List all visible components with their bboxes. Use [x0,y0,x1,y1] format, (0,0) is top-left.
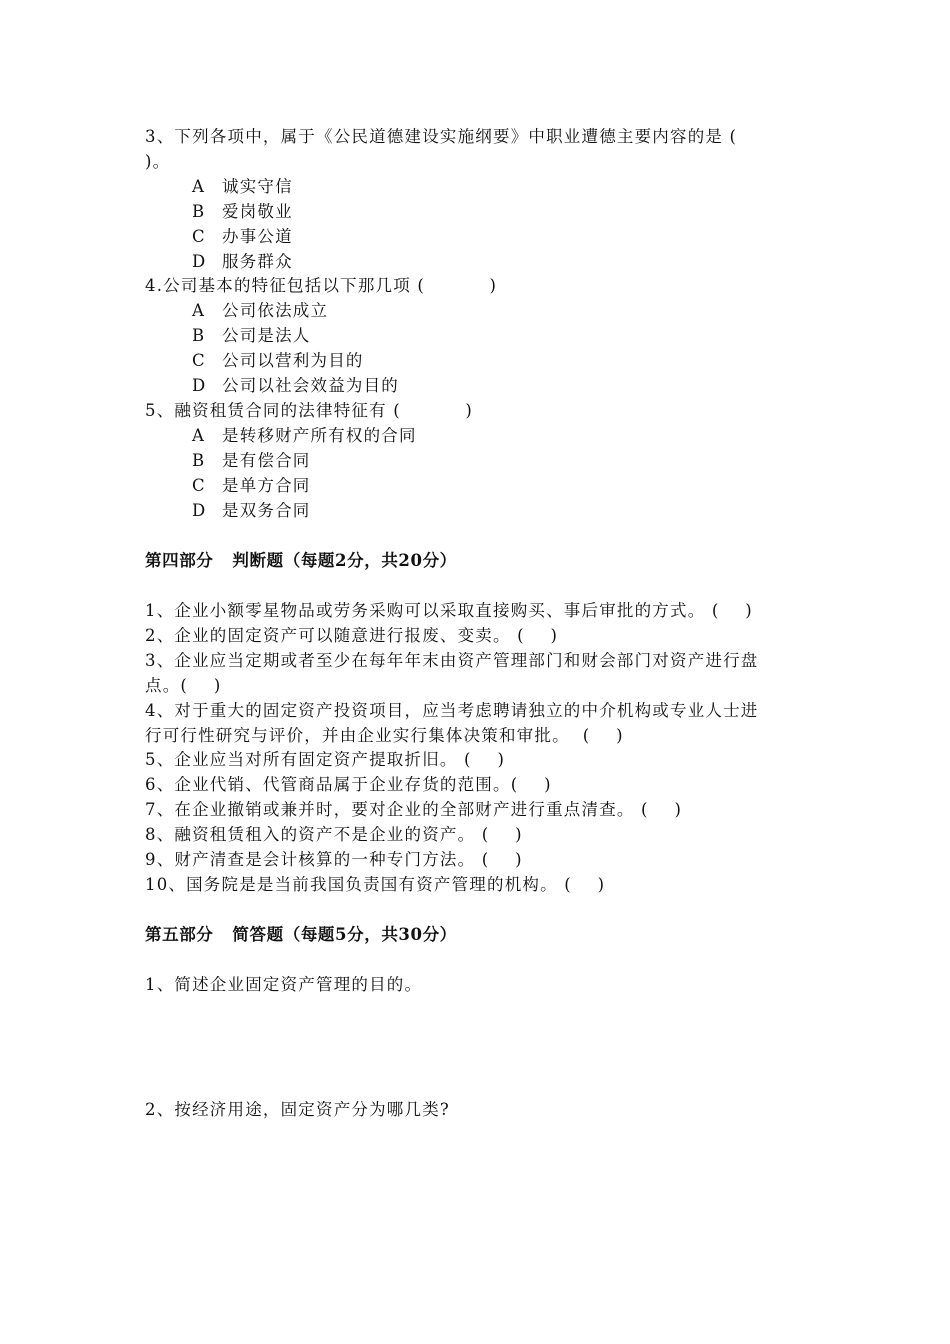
option-text: 公司以营利为目的 [222,351,364,370]
part-4-item-9: 9、财产清查是会计核算的一种专门方法。 ( ) [145,850,523,869]
part-5-heading: 第五部分 简答题（每题5分，共30分） [145,925,457,944]
option-letter: C [192,476,206,495]
option-letter: D [192,252,207,271]
question-3-option-d [192,249,293,274]
part-4-item-7: 7、在企业撤销或兼并时，要对企业的全部财产进行重点清查。 ( ) [145,800,683,819]
option-letter: A [192,426,206,445]
question-4-option-c [192,348,364,373]
option-letter: A [192,301,206,320]
option-letter: C [192,351,206,370]
question-5-option-c [192,473,311,498]
question-3-stem-line1: 3、下列各项中，属于《公民道德建设实施纲要》中职业遭德主要内容的是 ( [145,127,738,146]
question-3-option-b [192,199,293,224]
option-text: 是转移财产所有权的合同 [222,426,417,445]
part-4-item-1: 1、企业小额零星物品或劳务采购可以采取直接购买、事后审批的方式。 ( ) [145,601,753,620]
part-4-item-3-line1: 3、企业应当定期或者至少在每年年末由资产管理部门和财会部门对资产进行盘 [145,651,759,670]
question-3-option-c [192,224,293,249]
question-5-stem: 5、融资租赁合同的法律特征有 ( ) [145,401,473,420]
option-text: 爱岗敬业 [222,202,293,221]
option-letter: A [192,177,206,196]
part-4-item-3-line2: 点。( ) [145,676,222,695]
option-text: 是双务合同 [222,501,311,520]
option-text: 公司依法成立 [222,301,329,320]
question-4-stem: 4.公司基本的特征包括以下那几项 ( ) [145,276,498,295]
option-text: 是有偿合同 [222,451,311,470]
option-letter: D [192,376,207,395]
part-4-item-4-line2: 行可行性研究与评价，并由企业实行集体决策和审批。 ( ) [145,726,624,745]
question-3-stem-line2: )。 [145,152,171,171]
question-5-option-a [192,423,417,448]
question-4-option-d [192,373,399,398]
option-text: 公司是法人 [222,326,311,345]
option-text: 服务群众 [222,252,293,271]
part-5-item-2: 2、按经济用途，固定资产分为哪几类? [145,1100,450,1119]
part-4-item-10: 10、国务院是是当前我国负责国有资产管理的机构。 ( ) [145,875,606,894]
part-4-item-6: 6、企业代销、代管商品属于企业存货的范围。( ) [145,775,552,794]
part-4-item-2: 2、企业的固定资产可以随意进行报废、变卖。 ( ) [145,626,559,645]
question-4-option-b [192,323,311,348]
question-4-option-a [192,298,328,323]
part-5-item-1: 1、简述企业固定资产管理的目的。 [145,975,423,994]
part-4-item-5: 5、企业应当对所有固定资产提取折旧。 ( ) [145,750,506,769]
question-3-option-a [192,174,293,199]
part-4-item-4-line1: 4、对于重大的固定资产投资项目，应当考虑聘请独立的中介机构或专业人士进 [145,701,759,720]
option-letter: B [192,326,206,345]
option-letter: B [192,451,206,470]
option-letter: C [192,227,206,246]
option-letter: B [192,202,206,221]
question-5-option-b [192,448,311,473]
option-text: 公司以社会效益为目的 [222,376,399,395]
option-text: 是单方合同 [222,476,311,495]
part-4-heading: 第四部分 判断题（每题2分，共20分） [145,551,457,570]
option-text: 办事公道 [222,227,293,246]
option-letter: D [192,501,207,520]
part-4-item-8: 8、融资租赁租入的资产不是企业的资产。 ( ) [145,825,523,844]
option-text: 诚实守信 [222,177,293,196]
question-5-option-d [192,498,311,523]
